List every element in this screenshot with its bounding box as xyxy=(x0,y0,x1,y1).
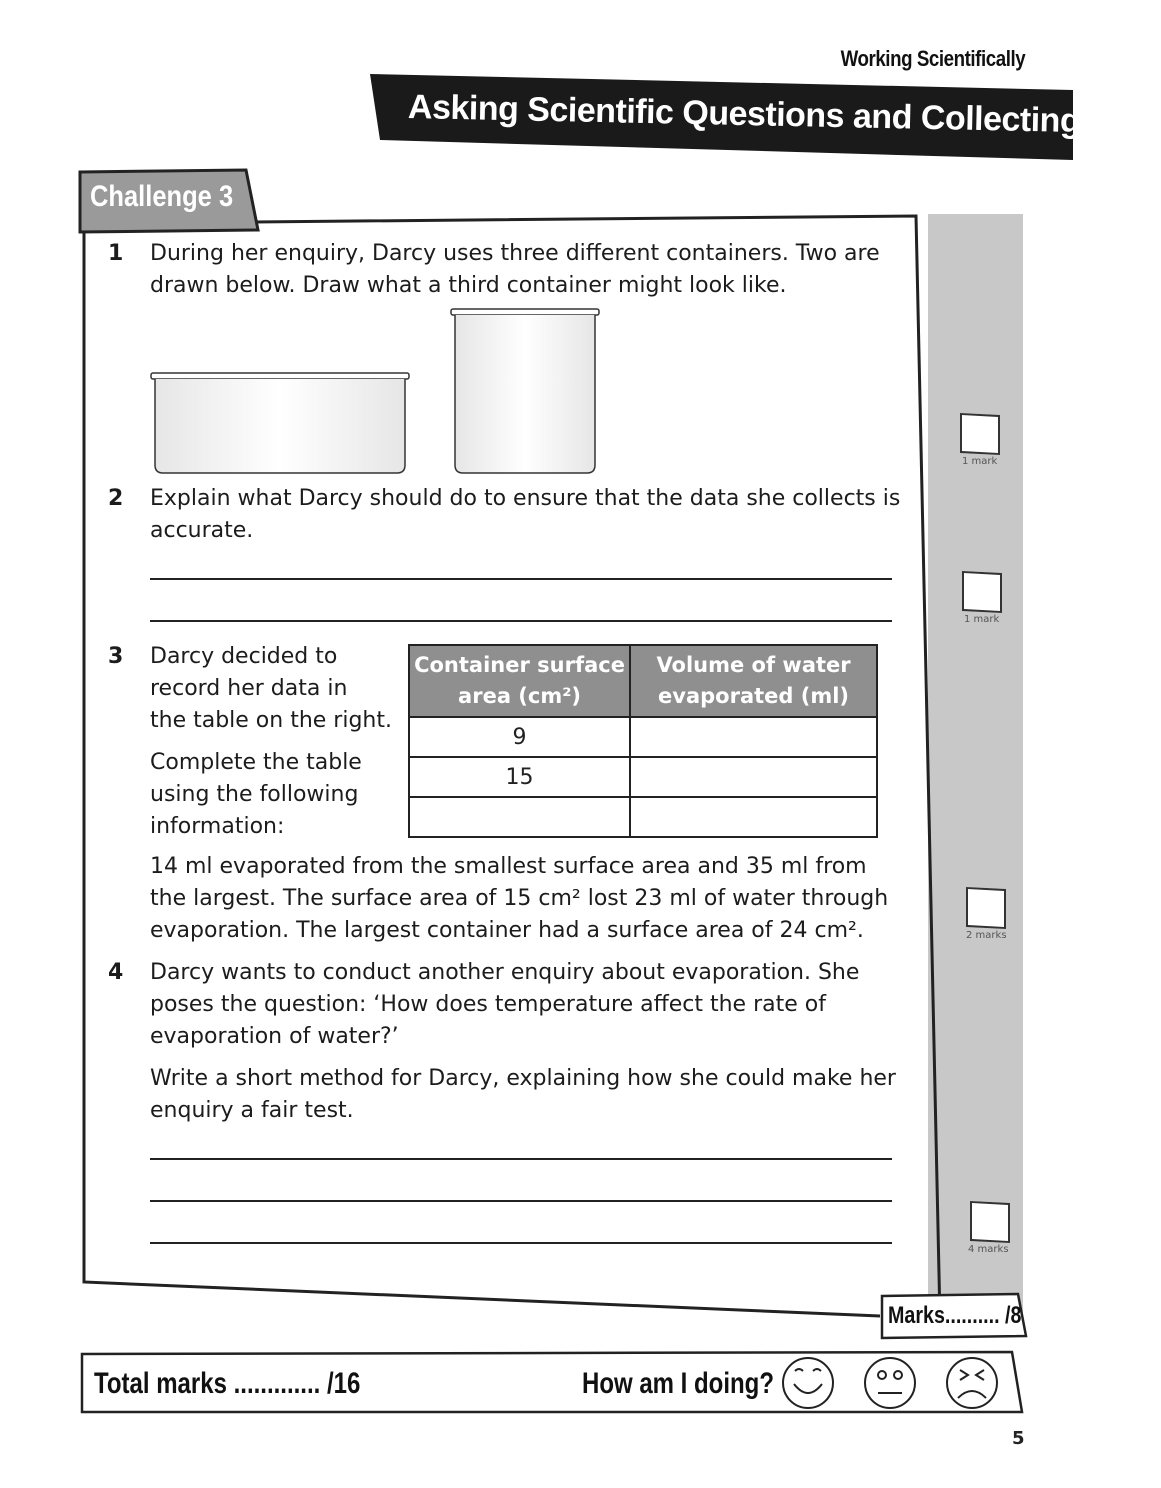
question-1-number: 1 xyxy=(108,241,124,266)
table-header-surface-area: Container surface area (cm²) xyxy=(409,645,630,717)
mark-box-q2[interactable] xyxy=(962,571,1002,613)
question-3-instr-line: Complete the table xyxy=(150,750,362,775)
question-3-info-line: the largest. The surface area of 15 cm² lost 23 ml of water through xyxy=(150,886,889,911)
answer-line[interactable] xyxy=(150,1242,892,1244)
table-cell-input[interactable] xyxy=(630,717,877,757)
marks-total: Marks.......... /8 xyxy=(888,1302,1022,1329)
question-3-intro-line: record her data in xyxy=(150,676,348,701)
table-cell: 15 xyxy=(409,757,630,797)
question-2-line-1: Explain what Darcy should do to ensure that the data she collects is xyxy=(150,486,901,511)
question-3-intro-line: the table on the right. xyxy=(150,708,392,733)
section-label: Working Scientifically xyxy=(840,46,1025,71)
table-header-row xyxy=(409,645,877,717)
question-3-info-line: evaporation. The largest container had a surface area of 24 cm². xyxy=(150,918,864,943)
page-number: 5 xyxy=(1012,1428,1025,1449)
mark-label-q4: 4 marks xyxy=(968,1244,1009,1255)
question-4-line: Darcy wants to conduct another enquiry about evaporation. She xyxy=(150,960,860,985)
how-am-i-doing: How am I doing? xyxy=(582,1367,774,1400)
table-header-volume: Volume of water evaporated (ml) xyxy=(630,645,877,717)
mark-label-q2: 1 mark xyxy=(964,614,1000,625)
question-1-text xyxy=(150,238,880,302)
answer-line[interactable] xyxy=(150,620,892,622)
table-cell: 9 xyxy=(409,717,630,757)
table-row xyxy=(409,797,877,837)
question-4-line: poses the question: ‘How does temperature affect the rate of xyxy=(150,992,826,1017)
total-marks: Total marks ............. /16 xyxy=(94,1367,361,1400)
question-1-line-1: During her enquiry, Darcy uses three different containers. Two are xyxy=(150,241,880,266)
tall-container xyxy=(451,309,599,473)
question-2-number: 2 xyxy=(108,486,124,511)
neutral-face-icon xyxy=(865,1358,915,1408)
answer-line[interactable] xyxy=(150,1158,892,1160)
question-2-line-2: accurate. xyxy=(150,518,254,543)
question-4-instr-line: Write a short method for Darcy, explaining how she could make her xyxy=(150,1066,896,1091)
containers-drawing xyxy=(145,305,615,480)
question-4-text xyxy=(150,957,896,1127)
answer-line[interactable] xyxy=(150,1200,892,1202)
challenge-label: Challenge 3 xyxy=(90,180,234,213)
question-1-line-2: drawn below. Draw what a third container might look like. xyxy=(150,273,787,298)
question-3-info-line: 14 ml evaporated from the smallest surface area and 35 ml from xyxy=(150,854,867,879)
wide-container xyxy=(151,373,409,473)
data-table xyxy=(408,644,878,838)
question-4-line: evaporation of water?’ xyxy=(150,1024,399,1049)
table-row xyxy=(409,757,877,797)
mark-label-q1: 1 mark xyxy=(962,456,998,467)
answer-line[interactable] xyxy=(150,578,892,580)
mark-box-q3[interactable] xyxy=(966,887,1006,929)
table-cell-input[interactable] xyxy=(409,797,630,837)
table-cell-input[interactable] xyxy=(630,797,877,837)
question-4-number: 4 xyxy=(108,960,124,985)
question-3-intro xyxy=(150,641,392,843)
mark-box-q1[interactable] xyxy=(960,413,1000,455)
sad-face-icon xyxy=(947,1358,997,1408)
question-3-number: 3 xyxy=(108,644,124,669)
mark-box-q4[interactable] xyxy=(970,1201,1010,1243)
self-assessment-faces xyxy=(780,1354,1010,1412)
table-cell-input[interactable] xyxy=(630,757,877,797)
happy-face-icon xyxy=(783,1358,833,1408)
question-3-instr-line: information: xyxy=(150,814,285,839)
question-2-text xyxy=(150,483,900,547)
question-3-intro-line: Darcy decided to xyxy=(150,644,338,669)
mark-label-q3: 2 marks xyxy=(966,930,1007,941)
question-3-info xyxy=(150,851,888,947)
table-row xyxy=(409,717,877,757)
question-4-instr-line: enquiry a fair test. xyxy=(150,1098,354,1123)
page-title: Asking Scientific Questions and Collecting Data xyxy=(407,88,1161,142)
question-3-instr-line: using the following xyxy=(150,782,359,807)
